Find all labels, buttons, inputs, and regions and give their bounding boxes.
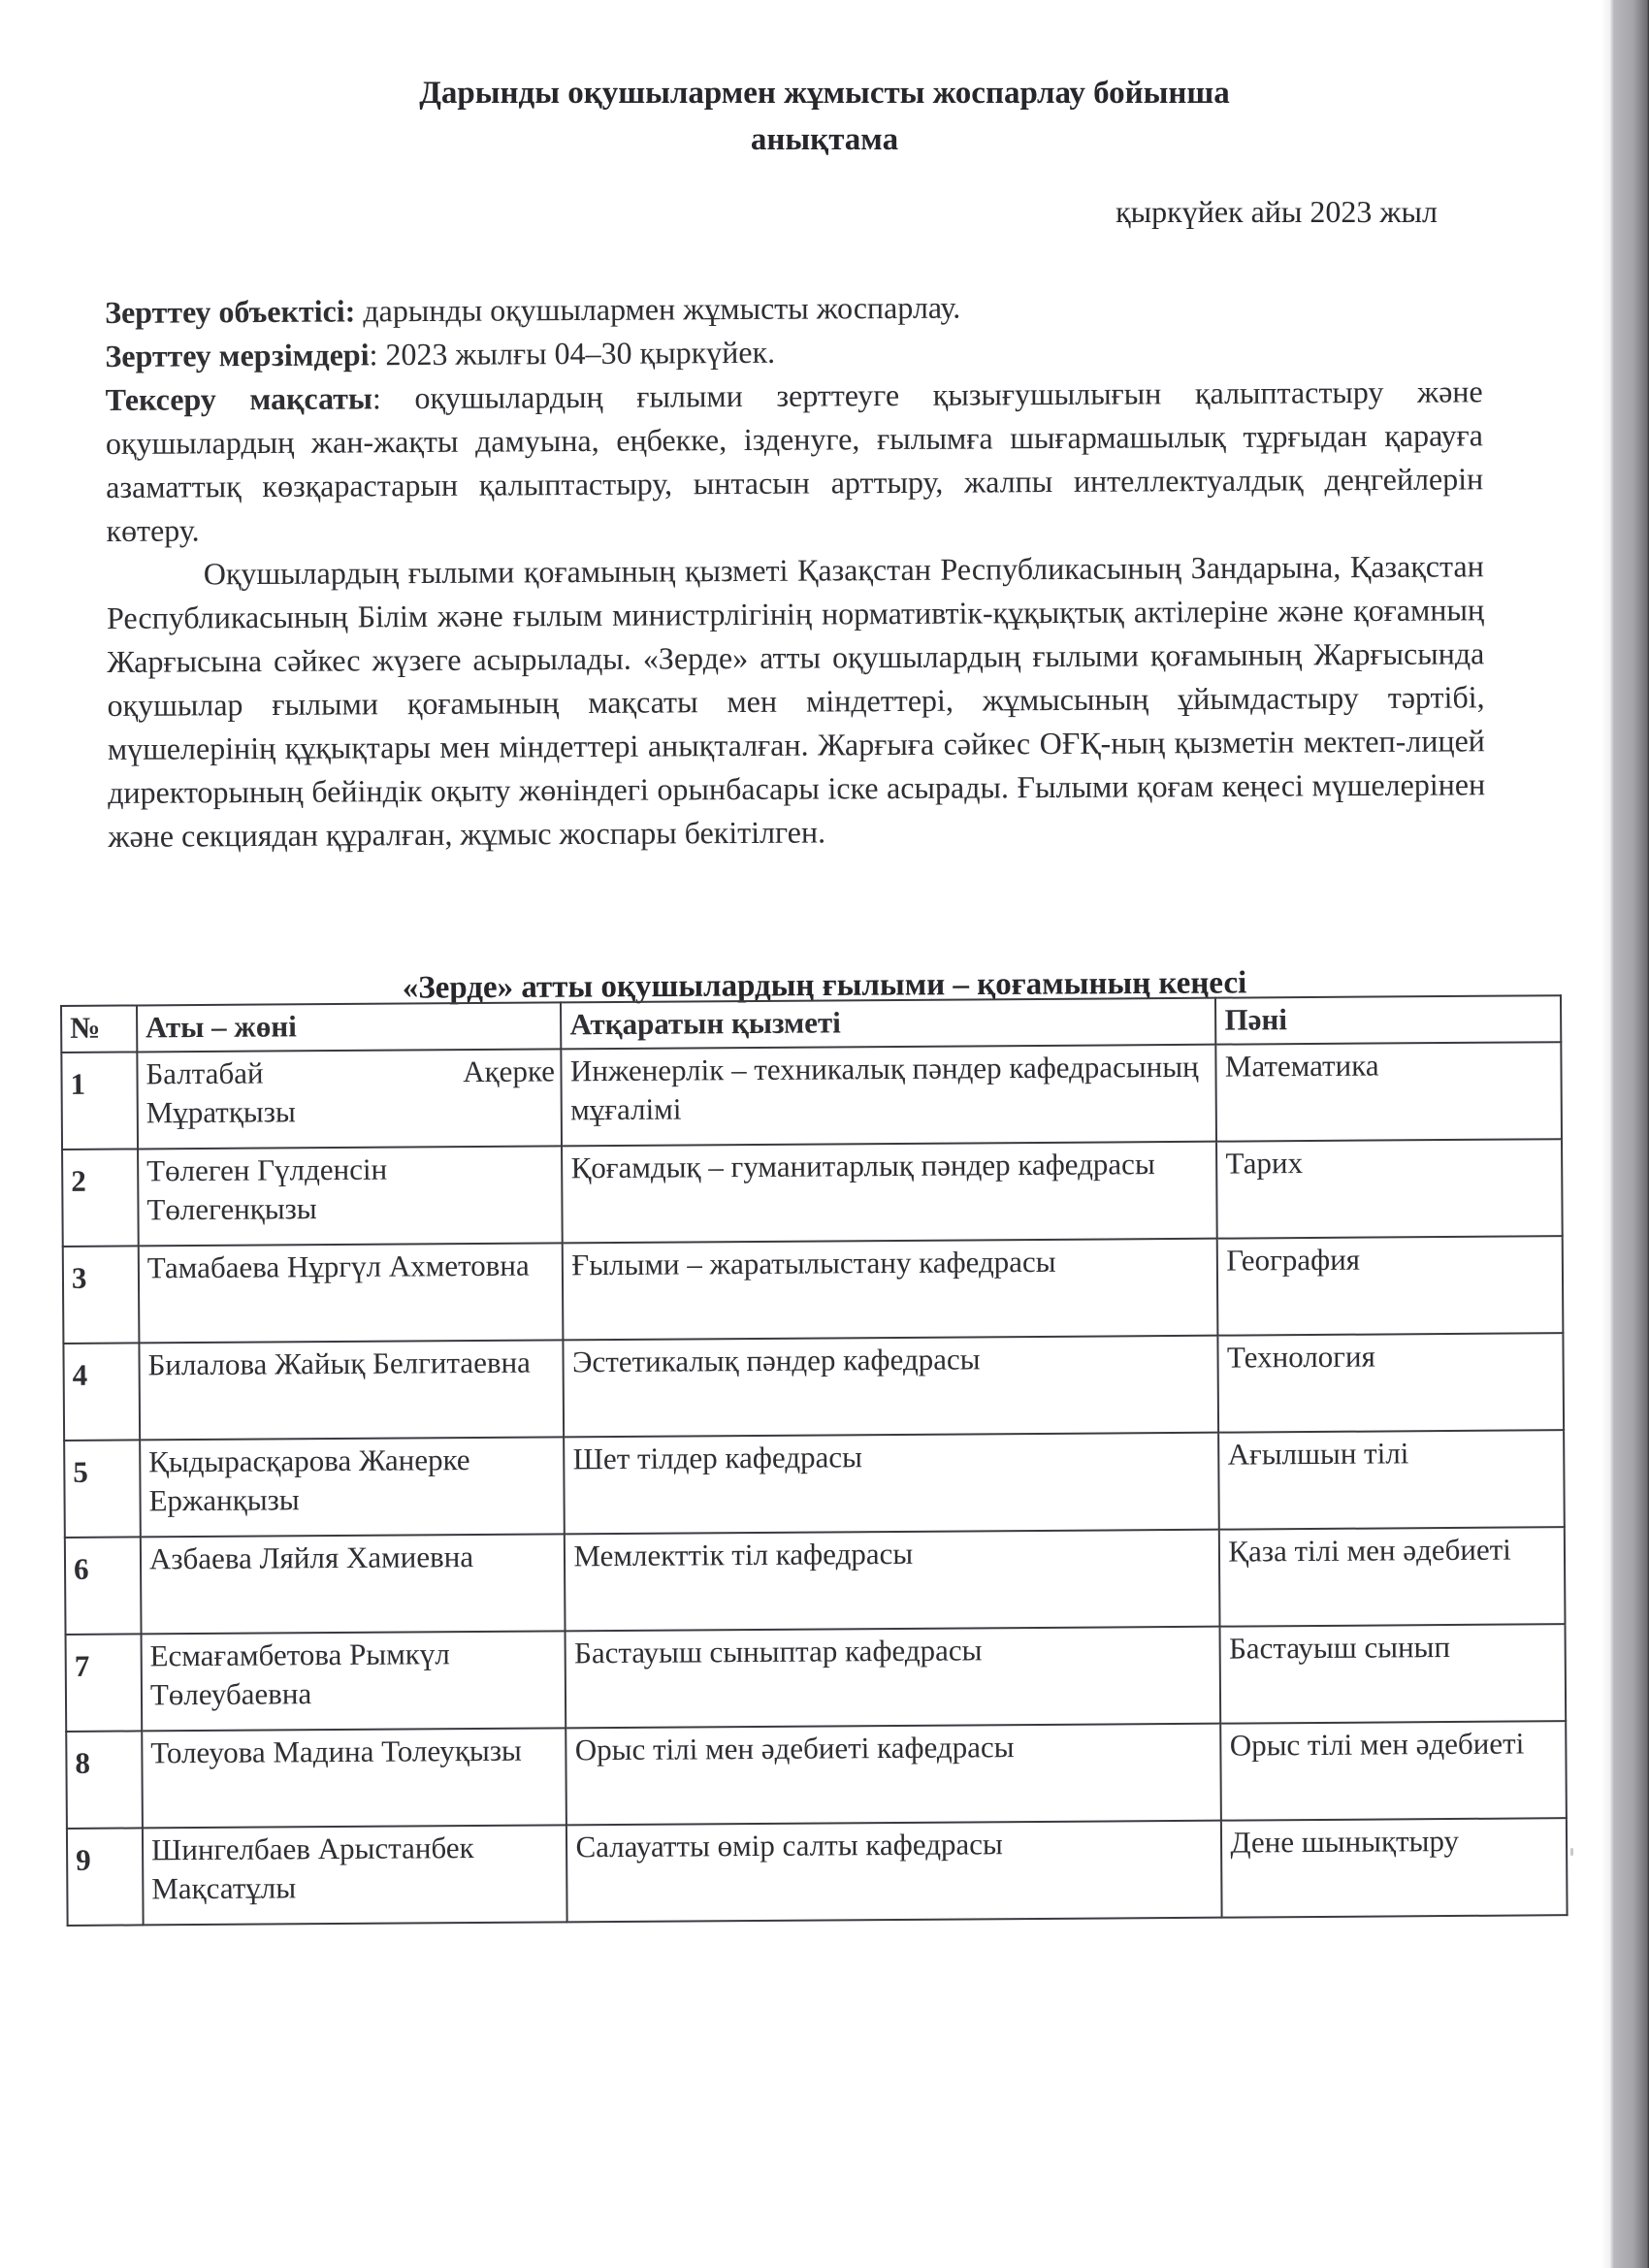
table-row: [65, 1527, 1566, 1635]
row-role: Эстетикалық пәндер кафедрасы: [564, 1336, 1219, 1438]
row-name: Есмағамбетова Рымкүл Төлеубаевна: [141, 1631, 566, 1731]
row-num: 2: [62, 1149, 139, 1247]
row-subject: Математика: [1216, 1042, 1562, 1141]
row-subject: Тарих: [1216, 1139, 1562, 1238]
row-name: Шингелбаев Арыстанбек Мақсатұлы: [143, 1825, 567, 1925]
row-num: 7: [66, 1634, 143, 1732]
council-table-wrapper: [60, 994, 1568, 1927]
scan-edge-shadow: [1600, 0, 1610, 2268]
row-name-patronymic: Мұратқызы: [146, 1094, 296, 1130]
table-row: [63, 1236, 1564, 1344]
table-row: [62, 1139, 1563, 1247]
row-num: 3: [63, 1246, 140, 1344]
research-period-label: Зерттеу мерзімдері: [105, 337, 370, 373]
row-role: Орыс тілі мен әдебиеті кафедрасы: [566, 1724, 1222, 1826]
row-subject: Қаза тілі мен әдебиеті: [1219, 1527, 1565, 1626]
inspection-purpose: [106, 370, 1484, 553]
row-subject: Ағылшын тілі: [1218, 1430, 1564, 1529]
table-row: [67, 1818, 1568, 1926]
row-num: 1: [61, 1052, 138, 1150]
row-name: Қыдырасқарова Жанерке Ержанқызы: [140, 1437, 565, 1537]
row-num: 4: [63, 1343, 140, 1441]
inspection-purpose-label: Тексеру мақсаты: [105, 380, 373, 417]
row-role: Мемлекттік тіл кафедрасы: [565, 1530, 1220, 1632]
council-table: [60, 994, 1568, 1927]
row-role: Ғылыми – жаратылыстану кафедрасы: [563, 1239, 1218, 1341]
row-name: Азбаева Ляйля Хамиевна: [141, 1534, 566, 1634]
council-table-title: «Зерде» атты оқушылардың ғылыми – қоғамының кеңесі: [402, 965, 1247, 1006]
row-role: Қоғамдық – гуманитарлық пәндер кафедрасы: [562, 1142, 1217, 1244]
row-subject: Орыс тілі мен әдебиеті: [1221, 1721, 1567, 1820]
header-name: Аты – жөні: [137, 1002, 562, 1052]
row-subject: Дене шынықтыру: [1221, 1818, 1567, 1917]
row-num: 9: [67, 1828, 144, 1926]
row-num: 5: [64, 1440, 141, 1538]
row-name-surname: Балтабай: [146, 1055, 264, 1091]
table-row: [61, 1042, 1562, 1150]
title-line-2: анықтама: [750, 122, 899, 157]
document-body: [105, 282, 1486, 859]
row-name: Билалова Жайық Белгитаевна: [139, 1340, 564, 1440]
row-num: 8: [66, 1731, 143, 1829]
document-date: қыркүйек айы 2023 жыл: [1116, 194, 1438, 229]
inspection-purpose-value: : оқушылардың ғылыми зерттеуге қызығушылығын қалыптастыру және оқушылардың жан-жақты дамуына, еңбекке, ізденуге, ғылымға шығармашылық тұрғыдан қарауға азаматтық көзқарастарын қалыптастыру, ынтасын арттыру, жалпы интеллектуалдық деңгейлерін көтеру.: [105, 373, 1484, 548]
row-num: 6: [65, 1537, 142, 1635]
table-row: [64, 1430, 1565, 1538]
research-object-label: Зерттеу объектісі:: [105, 293, 356, 330]
row-subject: География: [1217, 1236, 1563, 1335]
row-name: Төлеген Гүлденсін Төлегенқызы: [138, 1146, 563, 1246]
row-name-first-line: [146, 1052, 555, 1093]
row-subject: Бастауыш сынып: [1220, 1624, 1566, 1723]
title-line-1: Дарынды оқушылармен жұмысты жоспарлау бойынша: [419, 76, 1230, 111]
header-role: Атқаратын қызметі: [561, 998, 1215, 1050]
table-row: [66, 1624, 1567, 1732]
research-period-value: : 2023 жылғы 04–30 қыркүйек.: [369, 334, 776, 373]
row-role: Бастауыш сыныптар кафедрасы: [566, 1627, 1221, 1729]
row-name-given: Ақерке: [463, 1053, 556, 1089]
research-object-value: дарынды оқушылармен жұмысты жоспарлау.: [355, 289, 961, 329]
row-role: Шет тілдер кафедрасы: [565, 1433, 1220, 1535]
table-row: [63, 1333, 1564, 1441]
header-num: №: [61, 1005, 137, 1053]
row-role: Инженерлік – техникалық пәндер кафедрасының мұғалімі: [562, 1045, 1217, 1147]
row-name: [137, 1049, 562, 1149]
table-row: [66, 1721, 1567, 1829]
document-title: [0, 70, 1649, 163]
header-subject: Пәні: [1215, 995, 1561, 1044]
row-subject: Технология: [1218, 1333, 1564, 1432]
scan-speck: [1570, 1848, 1573, 1856]
row-name: Тамабаева Нұргүл Ахметовна: [139, 1243, 564, 1343]
row-role: Салауатты өмір салты кафедрасы: [566, 1821, 1222, 1923]
scan-edge: [1610, 0, 1649, 2268]
row-name: Толеуова Мадина Толеуқызы: [142, 1728, 566, 1828]
main-paragraph: Оқушылардың ғылыми қоғамының қызметі Қазақстан Республикасының Зандарына, Қазақстан Республикасының Білім және ғылым министрлігінің нормативтік-құқықтық актілеріне және қоғамның Жарғысына сәйкес жүзеге асырылады. «Зерде» атты оқушылардың ғылыми қоғамының Жарғысында оқушылар ғылыми қоғамының мақсаты мен міндеттері, жұмысының ұйымдастыру тәртібі, мүшелерінің құқықтары мен міндеттері анықталған. Жарғыға сәйкес ОҒҚ-ның қызметін мектеп-лицей директорының бейіндік оқыту жөніндегі орынбасары іске асырады. Ғылыми қоғам кеңесі мүшелерінен және секциядан құралған, жұмыс жоспары бекітілген.: [106, 548, 1486, 854]
